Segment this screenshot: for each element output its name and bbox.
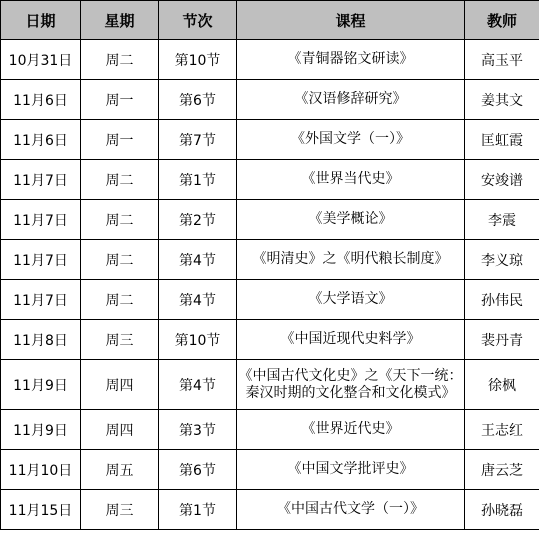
period-cell: 第1节 <box>159 490 237 530</box>
course-cell <box>237 120 465 160</box>
date-cell: 11月7日 <box>1 240 81 280</box>
table-row <box>1 120 539 160</box>
date-cell: 11月6日 <box>1 80 81 120</box>
weekday-cell: 周五 <box>81 450 159 490</box>
weekday-cell: 周二 <box>81 200 159 240</box>
weekday-cell: 周一 <box>81 80 159 120</box>
table-row <box>1 160 539 200</box>
course-title: 《汉语修辞研究》 <box>294 91 407 107</box>
course-title: 《世界近代史》 <box>301 421 400 437</box>
weekday-cell: 周二 <box>81 280 159 320</box>
teacher-cell: 唐云芝 <box>465 450 539 490</box>
course-cell <box>237 280 465 320</box>
course-cell <box>237 490 465 530</box>
date-cell: 11月9日 <box>1 410 81 450</box>
course-cell <box>237 240 465 280</box>
teacher-cell: 安竣谱 <box>465 160 539 200</box>
teacher-cell: 匡虹霞 <box>465 120 539 160</box>
teacher-cell: 王志红 <box>465 410 539 450</box>
period-cell: 第10节 <box>159 40 237 80</box>
course-title-line2: 秦汉时期的文化整合和文化模式》 <box>245 384 456 401</box>
course-title: 《外国文学（一）》 <box>291 131 410 147</box>
date-cell: 10月31日 <box>1 40 81 80</box>
course-title: 《大学语文》 <box>308 291 393 307</box>
table-row <box>1 280 539 320</box>
course-title: 《中国近现代史料学》 <box>280 331 421 347</box>
course-cell <box>237 200 465 240</box>
date-cell: 11月9日 <box>1 360 81 410</box>
table-row <box>1 200 539 240</box>
teacher-cell: 高玉平 <box>465 40 539 80</box>
teacher-cell: 李震 <box>465 200 539 240</box>
table-row <box>1 450 539 490</box>
weekday-cell: 周三 <box>81 320 159 360</box>
course-cell <box>237 160 465 200</box>
table-row <box>1 410 539 450</box>
table-row <box>1 40 539 80</box>
course-title: 《中国古代文化史》之《天下一统： <box>238 367 463 384</box>
teacher-cell: 孙伟民 <box>465 280 539 320</box>
period-cell: 第4节 <box>159 360 237 410</box>
course-title: 《美学概论》 <box>308 211 393 227</box>
teacher-cell: 孙晓磊 <box>465 490 539 530</box>
weekday-cell: 周二 <box>81 240 159 280</box>
table-row <box>1 360 539 410</box>
period-cell: 第7节 <box>159 120 237 160</box>
course-title: 《中国古代文学（一）》 <box>277 501 424 517</box>
date-cell: 11月7日 <box>1 160 81 200</box>
teacher-cell: 李义琼 <box>465 240 539 280</box>
course-title: 《明清史》之《明代粮长制度》 <box>252 251 449 267</box>
table-row <box>1 240 539 280</box>
course-cell <box>237 320 465 360</box>
header-row <box>1 1 539 40</box>
header-date: 日期 <box>1 1 81 40</box>
period-cell: 第1节 <box>159 160 237 200</box>
date-cell: 11月6日 <box>1 120 81 160</box>
course-cell <box>237 40 465 80</box>
period-cell: 第6节 <box>159 450 237 490</box>
course-title: 《青铜器铭文研读》 <box>287 51 414 67</box>
period-cell: 第2节 <box>159 200 237 240</box>
course-cell <box>237 80 465 120</box>
teacher-cell: 姜其文 <box>465 80 539 120</box>
date-cell: 11月7日 <box>1 200 81 240</box>
period-cell: 第4节 <box>159 240 237 280</box>
course-title: 《世界当代史》 <box>301 171 400 187</box>
table-row <box>1 320 539 360</box>
weekday-cell: 周四 <box>81 410 159 450</box>
weekday-cell: 周一 <box>81 120 159 160</box>
weekday-cell: 周二 <box>81 160 159 200</box>
course-cell <box>237 360 465 410</box>
course-cell <box>237 450 465 490</box>
date-cell: 11月8日 <box>1 320 81 360</box>
header-course: 课程 <box>237 1 465 40</box>
date-cell: 11月10日 <box>1 450 81 490</box>
date-cell: 11月7日 <box>1 280 81 320</box>
header-weekday: 星期 <box>81 1 159 40</box>
table-row <box>1 80 539 120</box>
teacher-cell: 徐枫 <box>465 360 539 410</box>
course-title: 《中国文学批评史》 <box>287 461 414 477</box>
period-cell: 第3节 <box>159 410 237 450</box>
weekday-cell: 周四 <box>81 360 159 410</box>
weekday-cell: 周三 <box>81 490 159 530</box>
date-cell: 11月15日 <box>1 490 81 530</box>
header-period: 节次 <box>159 1 237 40</box>
period-cell: 第10节 <box>159 320 237 360</box>
period-cell: 第6节 <box>159 80 237 120</box>
table-row <box>1 490 539 530</box>
teacher-cell: 裴丹青 <box>465 320 539 360</box>
header-teacher: 教师 <box>465 1 539 40</box>
weekday-cell: 周二 <box>81 40 159 80</box>
period-cell: 第4节 <box>159 280 237 320</box>
course-cell <box>237 410 465 450</box>
